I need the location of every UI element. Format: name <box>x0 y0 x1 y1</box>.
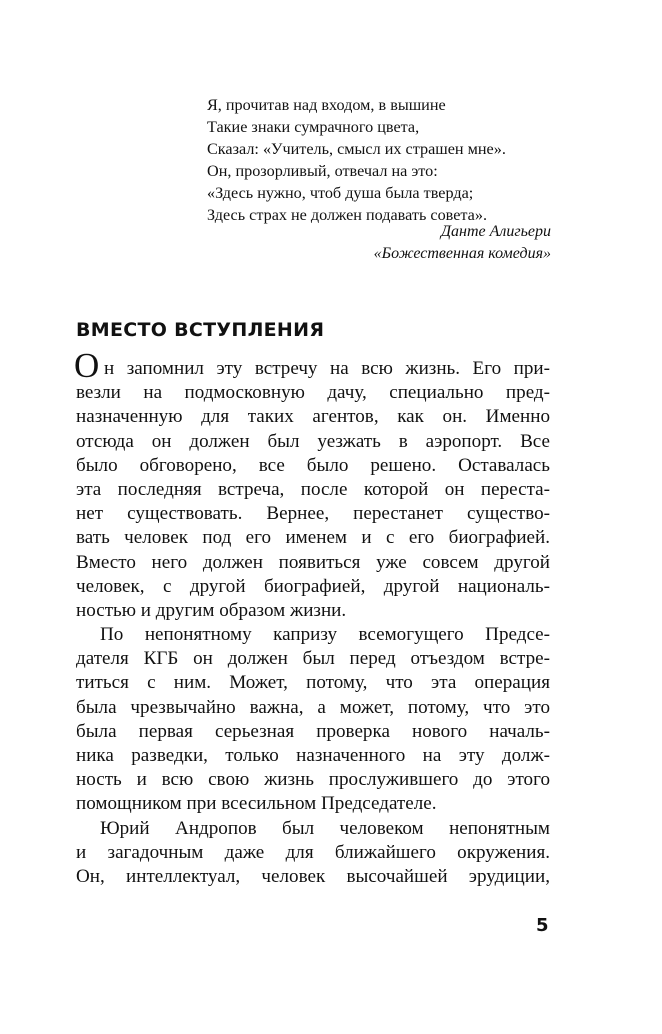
epigraph-line: Он, прозорливый, отвечал на это: <box>207 162 438 180</box>
paragraph-line: дателя КГБ он должен был перед отъездом встре- <box>76 648 550 670</box>
paragraph-line: ность и всю свою жизнь прослужившего до этого <box>76 769 550 791</box>
epigraph-line: Я, прочитав над входом, в вышине <box>207 96 446 114</box>
paragraph-line-text: н запомнил эту встречу на всю жизнь. Его при- <box>104 358 550 379</box>
epigraph-line: Такие знаки сумрачного цвета, <box>207 118 420 136</box>
paragraph-line: человек, с другой биографией, другой националь- <box>76 575 550 597</box>
epigraph-attribution <box>374 221 551 265</box>
paragraph-line <box>74 346 550 385</box>
paragraph-line: помощником при всесильном Председателе. <box>76 793 437 815</box>
paragraph-line: По непонятному капризу всемогущего Предсе- <box>100 624 550 646</box>
paragraph-line: было обговорено, все было решено. Оставалась <box>76 454 550 476</box>
paragraph-line: Он, интеллектуал, человек высочайшей эрудиции, <box>76 865 550 887</box>
paragraph-line: везли на подмосковную дачу, специально пред- <box>76 382 550 404</box>
paragraph-line: Вместо него должен появиться уже совсем другой <box>76 551 550 573</box>
page-number: 5 <box>536 915 549 936</box>
paragraph-line: эта последняя встреча, после которой он переста- <box>76 478 550 500</box>
paragraph-line: назначенную для таких агентов, как он. Именно <box>76 406 550 428</box>
epigraph-author: Данте Алигьери <box>440 223 551 240</box>
paragraph-line: была первая серьезная проверка нового началь- <box>76 720 550 742</box>
paragraph-line: ностью и другим образом жизни. <box>76 599 347 621</box>
epigraph-work: «Божественная комедия» <box>373 245 551 262</box>
paragraph-line: нет существовать. Вернее, перестанет существо- <box>76 503 550 525</box>
chapter-title: ВМЕСТО ВСТУПЛЕНИЯ <box>76 319 325 341</box>
paragraph-line: Юрий Андропов был человеком непонятным <box>100 817 550 839</box>
paragraph-line: была чрезвычайно важна, а может, потому, что это <box>76 696 550 718</box>
epigraph-line: «Здесь нужно, чтоб душа была тверда; <box>207 184 474 202</box>
drop-cap: О <box>74 346 100 385</box>
paragraph-line: титься с ним. Может, потому, что эта операция <box>76 672 550 694</box>
epigraph <box>207 94 552 226</box>
epigraph-line: Здесь страх не должен подавать совета». <box>207 206 487 224</box>
paragraph-line: ника разведки, только назначенного на эту долж- <box>76 745 550 766</box>
paragraph-line: и загадочным даже для ближайшего окружения. <box>76 841 550 863</box>
epigraph-line: Сказал: «Учитель, смысл их страшен мне». <box>207 140 506 158</box>
paragraph-line: вать человек под его именем и с его биографией. <box>76 527 550 549</box>
paragraph-line: отсюда он должен был уезжать в аэропорт. Все <box>76 430 550 452</box>
chapter-body <box>74 346 550 889</box>
